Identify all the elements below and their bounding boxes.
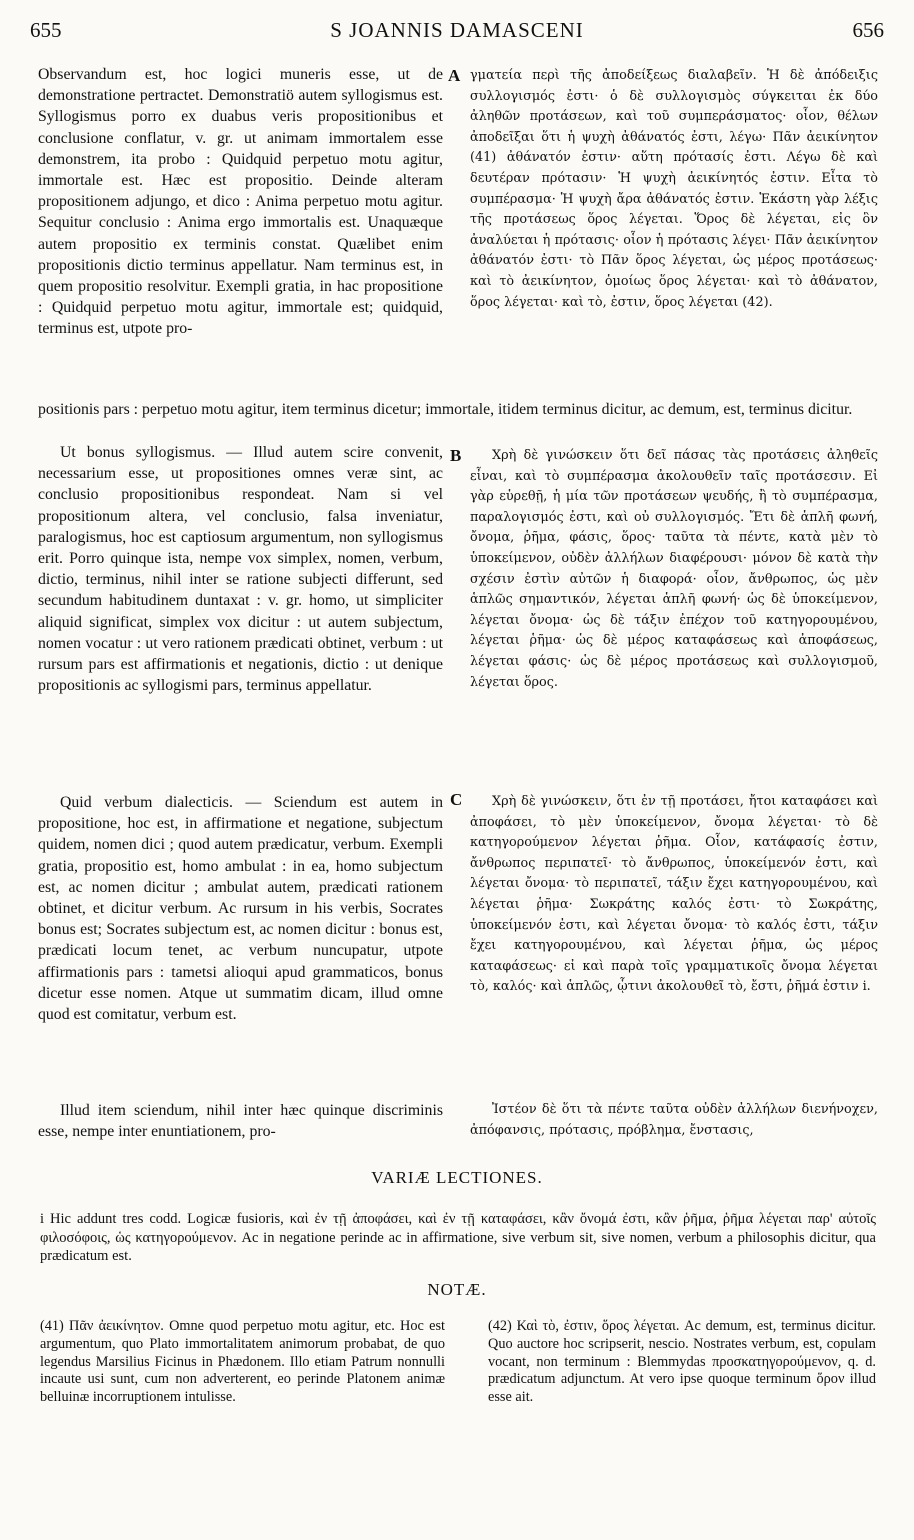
- section-mark-a: A: [448, 66, 461, 85]
- greek-paragraph-c: Χρὴ δὲ γινώσκειν, ὅτι ἐν τῇ προτάσει, ἤτοι καταφάσει καὶ ἀποφάσει, τὸ μὲν ὑποκείμενον, ὄνομα λέγεται· τὸ δὲ κατηγορούμενον λέγεται ῥῆμα. Οἷον, κατάφασίς ἐστιν, ἄνθρωπος περιπατεῖ· τὸ ἄνθρωπος, ὑποκείμενόν ἐστι, καὶ λέγεται ὄνομα· τὸ περιπατεῖ, τάξιν ἔχει κατηγορουμένου, καὶ λέγεται ῥῆμα· Σωκράτης καλός ἐστι· τὸ Σωκράτης, ὑποκείμενόν ἐστι, καὶ λέγεται ὄνομα· τὸ καλός ἐστι, τάξιν ἔχει κατηγορουμένου, καὶ λέγεται ῥῆμα, ὡς μέρος καταφάσεως· εἰ καὶ παρὰ τοῖς γραμματικοῖς ὄνομα λέγεται τὸ, καλός· καὶ ἁπλῶς, ᾧτινι ἀκολουθεῖ τὸ, ἔστι, ῥῆμά ἐστιν i.: [470, 794, 878, 995]
- running-header: [0, 18, 914, 48]
- greek-paragraph-a: γματεία περὶ τῆς ἀποδείξεως διαλαβεῖν. Ἡ δὲ ἀπόδειξις συλλογισμός ἐστι· ὁ δὲ συλλογισμὸς σύγκειται ἐκ δύο ἀληθῶν προτάσεων, καὶ τοῦ συμπεράσματος· οἷον, θέλων ἀποδεῖξαι ὅτι ἡ ψυχὴ ἀθάνατός ἐστι, λέγω· Πᾶν ἀεικίνητον (41) ἀθάνατόν ἐστιν· αὕτη πρότασίς ἐστι. Λέγω δὲ καὶ δευτέραν πρότασιν· Ἡ ψυχὴ ἀεικίνητός ἐστιν. Εἶτα τὸ συμπέρασμα· Ἡ ψυχὴ ἄρα ἀθάνατός ἐστιν. Ἑκάστη γὰρ λέξις τῆς προτάσεως ὅρος λέγεται. Ὅρος δὲ λέγεται, εἰς ὃν ἀναλύεται ἡ πρότασις· οἷον ἡ πρότασις λέγει· Πᾶν ἀεικίνητον ἀθάνατόν ἐστι· τὸ Πᾶν ὅρος λέγεται, ὡς μέρος προτάσεως· καὶ τὸ ἀεικίνητον, ὁμοίως ὅρος λέγεται· καὶ τὸ ἀθάνατον, ὅρος λέγεται· καὶ τὸ, ἐστιν, ὅρος λέγεται (42).: [470, 68, 878, 310]
- page-number-left: 655: [30, 18, 62, 42]
- section-mark-c: C: [450, 790, 463, 809]
- page-number-right: 656: [852, 18, 884, 42]
- variae-lectiones-heading: VARIÆ LECTIONES.: [371, 1168, 543, 1187]
- greek-paragraph-d: Ἰστέον δὲ ὅτι τὰ πέντε ταῦτα οὐδὲν ἀλλήλων διενήνοχεν, ἀπόφανσις, πρότασις, πρόβλημα, ἔνστασις,: [470, 1102, 878, 1138]
- variae-lectiones-text: i Hic addunt tres codd. Logicæ fusioris, καὶ ἐν τῇ ἀποφάσει, καὶ ἐν τῇ καταφάσει, κἂν ὄνομά ἐστι, κἂν ῥῆμα, ῥῆμα λέγεται παρ' αὐτοῖς φιλοσόφοις, ὡς κατηγορούμενον. Ac in negatione perinde ac in affirmatione, sive verbum sit, sive nomen, verbum a philosophis dicitur, qua prædicatum est.: [40, 1211, 876, 1264]
- latin-paragraph-d: Illud item sciendum, nihil inter hæc quinque discriminis esse, nempe inter enuntiationem, pro-: [38, 1102, 443, 1141]
- running-title: S JOANNIS DAMASCENI: [330, 18, 584, 42]
- notae-heading: NOTÆ.: [427, 1280, 487, 1299]
- greek-paragraph-b: Χρὴ δὲ γινώσκειν ὅτι δεῖ πάσας τὰς προτάσεις ἀληθεῖς εἶναι, καὶ τὸ συμπέρασμα ἀκολουθεῖν ταῖς προτάσεσιν. Εἰ γὰρ εὑρεθῇ, ἡ μία τῶν προτάσεων ψευδής, ἢ τὸ συμπέρασμα, παραλογισμός ἐστι, καὶ οὐ συλλογισμός. Ἔτι δὲ ἁπλῆ φωνή, ὄνομα, ῥῆμα, φάσις, ὅρος· ταῦτα τὰ πέντε, κατὰ μὲν τὸ ὑποκείμενον, οὐδὲν ἀλλήλων διαφέρουσι· μόνον δὲ κατὰ τὴν σχέσιν ἐστὶν αὐτῶν ἡ διαφορά· οἷον, ἄνθρωπος, ὡς μὲν ἁπλῶς σημαντικόν, λέγεται ἁπλῆ φωνή· ὡς δὲ ὑποκείμενον, λέγεται ὄνομα· ὡς δὲ τάξιν ἐπέχον τοῦ κατηγορουμένου, λέγεται ῥῆμα· ὡς δὲ μέρος καταφάσεως καὶ ἀποφάσεως, λέγεται φάσις· ὡς δὲ μέρος προτάσεως καὶ συλλογισμοῦ, λέγεται ὅρος.: [470, 448, 878, 690]
- note-42: (42) Καὶ τὸ, ἐστιν, ὅρος λέγεται. Ac demum, est, terminus dicitur. Quo auctore hoc scripserit, nescio. Nostrates verbum, est, copulam vocant, non terminum : Blemmydas προσκατηγορούμενον, q. d. prædicatum adjunctum. At vero ipse quoque terminum ὅρον illud esse ait.: [488, 1318, 876, 1406]
- latin-paragraph-c: Quid verbum dialecticis. — Sciendum est autem in propositione, hoc est, in affirmatione et negatione, subjectum quidem, nomen dici ; quod autem prædicatur, verbum. Exempli gratia, propositio est, homo ambulat : in ea, homo subjectum est, ac nomen dicitur ; ambulat autem, prædicati rationem obtinet, et dicitur verbum. Ac rursum in his verbis, Socrates bonus est; Socrates subjectum est, ac nomen dicitur : bonus est, prædicati locum tenet, ac verbum nuncupatur, utpote affirmationis pars : tametsi alioqui apud grammaticos, bonus dicetur esse nomen. Atque ut summatim dicam, illud omne quod est comitatur, verbum est.: [38, 794, 443, 1024]
- note-41: (41) Πᾶν ἀεικίνητον. Omne quod perpetuo motu agitur, etc. Hoc est argumentum, quo Plato immortalitatem animorum probabat, de quo legendus Marsilius Ficinus in Phædonem. Illo etiam Patrum nonnulli incaute usi sunt, cum non adverterent, eo perinde Platonem animæ belluinæ incorruptionem intulisse.: [40, 1318, 445, 1406]
- latin-paragraph-a-continuation: positionis pars : perpetuo motu agitur, item terminus dicetur; immortale, itidem terminus dicitur, ac demum, est, terminus dicitur.: [38, 401, 853, 418]
- latin-paragraph-b: Ut bonus syllogismus. — Illud autem scire convenit, necessarium esse, ut propositiones omnes veræ sint, ac conclusio propositionibus respondeat. Nam si vel propositionum altera, vel conclusio, falsa inveniatur, paralogismus, hoc est captiosum argumentum, non syllogismus erit. Porro quinque ista, nempe vox simplex, nomen, verbum, dictio, terminus, nihil inter se ratione subjecti differunt, sed secundum habitudinem duntaxat : v. gr. homo, ut simpliciter aliquid significat, simplex vox dicitur : ut autem subjectum, nomen vocatur : ut vero rationem prædicati obtinet, verbum : ut rursum pars est affirmationis et negationis, dictio : ut denique propositionis ac syllogismi pars, terminus appellatur.: [38, 444, 443, 695]
- section-mark-b: B: [450, 446, 462, 465]
- latin-paragraph-a: Observandum est, hoc logici muneris esse, ut de demonstratione pertractet. Demonstratiö autem syllogismus est. Syllogismus porro ex duabus veris propositionibus et conclusione conflatur, v. gr. ut animam immortalem esse demonstrem, ita probo : Quidquid perpetuo motu agitur, immortale est. Hæc est propositio. Deinde alteram propositionem adjungo, et dico : Anima perpetuo motu agitur. Sequitur conclusio : Anima ergo immortalis est. Unaquæque autem propositio ex terminis constat. Quælibet enim propositionis dictio terminus appellatur. Nam terminus est, in quem propositio resolvitur. Exempli gratia, in hac propositione : Quidquid perpetuo motu agitur, immortale est; quidquid, terminus est, utpote pro-: [38, 66, 443, 338]
